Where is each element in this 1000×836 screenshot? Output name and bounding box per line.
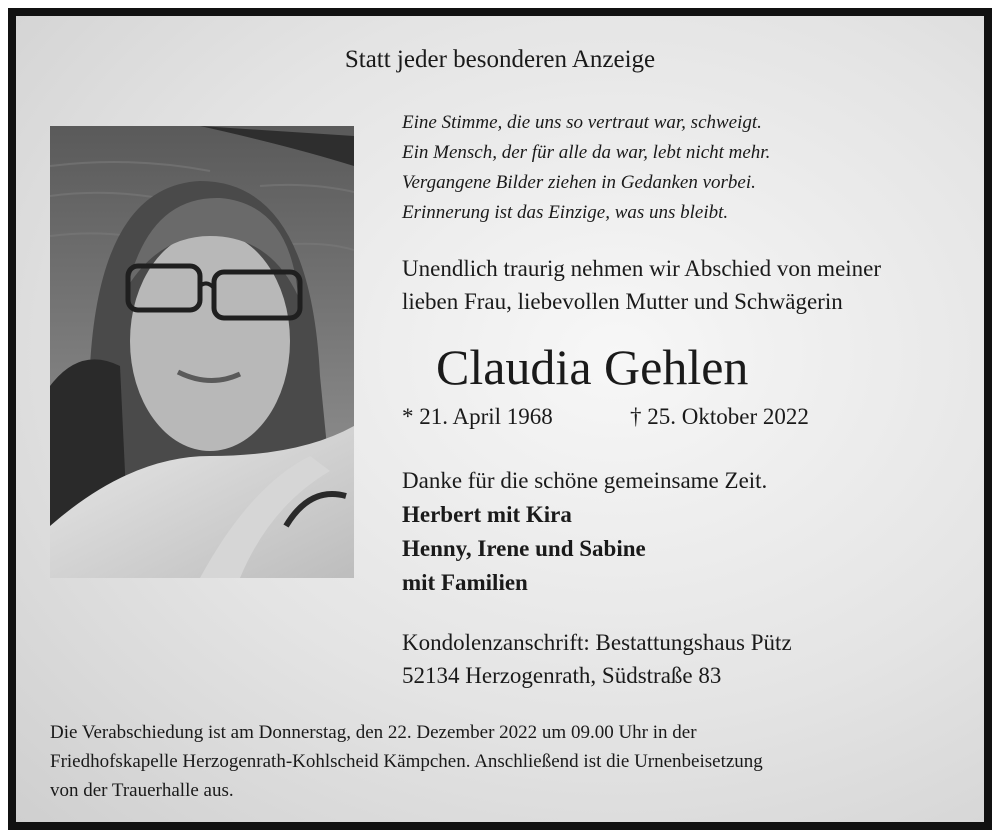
- poem-line: Ein Mensch, der für alle da war, lebt nicht mehr.: [402, 142, 771, 163]
- condolence-address: [402, 626, 792, 692]
- thanks-line: Danke für die schöne gemeinsame Zeit.: [402, 468, 768, 493]
- condolence-line: Kondolenzanschrift: Bestattungshaus Pütz: [402, 630, 792, 655]
- mourner-line: Henny, Irene und Sabine: [402, 536, 646, 561]
- notice-heading: Statt jeder besonderen Anzeige: [344, 46, 656, 73]
- ceremony-line: Friedhofskapelle Herzogenrath-Kohlscheid Kämpchen. Anschließend ist die Urnenbeisetzung: [50, 751, 763, 772]
- mourner-line: Herbert mit Kira: [402, 502, 572, 527]
- intro-line: Unendlich traurig nehmen wir Abschied von meiner: [402, 256, 882, 281]
- mourner-line: mit Familien: [402, 570, 528, 595]
- obituary-notice: [8, 8, 992, 830]
- intro-line: lieben Frau, liebevollen Mutter und Schwägerin: [402, 289, 843, 314]
- ceremony-details: [50, 718, 763, 805]
- poem-line: Erinnerung ist das Einzige, was uns bleibt.: [402, 202, 729, 223]
- portrait-photo: [50, 126, 354, 578]
- portrait-illustration: [50, 126, 354, 578]
- condolence-line: 52134 Herzogenrath, Südstraße 83: [402, 663, 722, 688]
- life-dates: [402, 404, 809, 430]
- farewell-intro: [402, 252, 881, 318]
- ceremony-line: von der Trauerhalle aus.: [50, 780, 234, 801]
- memorial-poem: [402, 108, 770, 228]
- thanks-block: [402, 464, 767, 600]
- death-date: † 25. Oktober 2022: [630, 404, 809, 429]
- ceremony-line: Die Verabschiedung ist am Donnerstag, den 22. Dezember 2022 um 09.00 Uhr in der: [50, 722, 697, 743]
- deceased-name: Claudia Gehlen: [436, 339, 749, 395]
- birth-date: * 21. April 1968: [402, 404, 553, 429]
- poem-line: Eine Stimme, die uns so vertraut war, schweigt.: [402, 112, 762, 133]
- poem-line: Vergangene Bilder ziehen in Gedanken vorbei.: [402, 172, 756, 193]
